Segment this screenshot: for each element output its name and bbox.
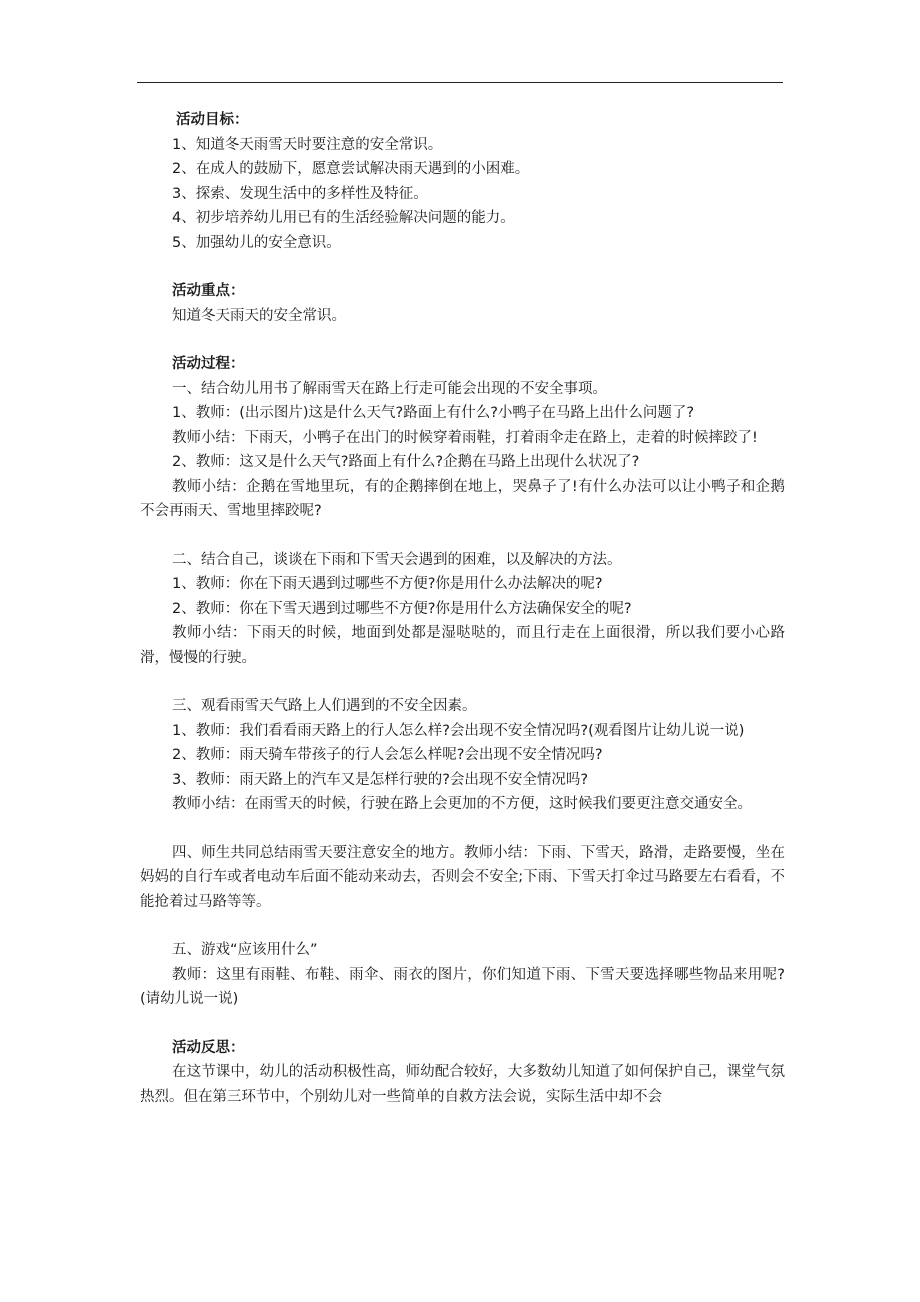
goal-item: 3、探索、发现生活中的多样性及特征。 xyxy=(172,185,428,202)
section-line: 1、教师：(出示图片)这是什么天气?路面上有什么?小鸭子在马路上出什么问题了? xyxy=(172,405,695,421)
section-title: 一、结合幼儿用书了解雨雪天在路上行走可能会出现的不安全事项。 xyxy=(172,380,607,397)
goal-item: 4、初步培养幼儿用已有的生活经验解决问题的能力。 xyxy=(172,210,515,226)
section-title: 五、游戏“应该用什么” xyxy=(172,942,318,958)
section-title: 四、师生共同总结雨雪天要注意安全的地方。教师小结：下雨、下雪天，路滑，走路要慢，坐在妈妈的自行车或者电动车后面不能动来动去，否则会不安全;下雨、下雪天打伞过马路要左右看看，不能抢着过马路等等。 xyxy=(140,844,785,910)
top-rule xyxy=(137,82,783,83)
reflection-text: 在这节课中，幼儿的活动积极性高，师幼配合较好，大多数幼儿知道了如何保护自己，课堂气氛热烈。但在第三环节中，个别幼儿对一些简单的自救方法会说，实际生活中却不会 xyxy=(140,1064,785,1105)
section-line: 教师：这里有雨鞋、布鞋、雨伞、雨衣的图片，你们知道下雨、下雪天要选择哪些物品来用呢?(请幼儿说一说) xyxy=(140,966,785,1007)
spacer xyxy=(140,328,785,352)
document-body xyxy=(140,108,785,1109)
section-line: 教师小结：企鹅在雪地里玩，有的企鹅摔倒在地上，哭鼻子了!有什么办法可以让小鸭子和企鹅不会再雨天、雪地里摔跤呢? xyxy=(140,478,785,519)
focus-text: 知道冬天雨天的安全常识。 xyxy=(172,307,346,324)
section-line: 教师小结：下雨天的时候，地面到处都是湿哒哒的，而且行走在上面很滑，所以我们要小心路滑，慢慢的行驶。 xyxy=(140,625,785,666)
focus-heading: 活动重点： xyxy=(172,283,245,299)
process-heading: 活动过程： xyxy=(172,356,245,372)
section-line: 教师小结：下雨天，小鸭子在出门的时候穿着雨鞋，打着雨伞走在路上，走着的时候摔跤了! xyxy=(172,429,758,446)
section-line: 3、教师：雨天路上的汽车又是怎样行驶的?会出现不安全情况吗? xyxy=(172,771,589,788)
goal-item: 1、知道冬天雨雪天时要注意的安全常识。 xyxy=(172,136,443,153)
section-line: 2、教师：你在下雪天遇到过哪些不方便?你是用什么方法确保安全的呢? xyxy=(172,600,632,617)
section-line: 1、教师：你在下雨天遇到过哪些不方便?你是用什么办法解决的呢? xyxy=(172,576,603,592)
reflection-heading: 活动反思： xyxy=(172,1039,245,1056)
section-title: 二、结合自己，谈谈在下雨和下雪天会遇到的困难，以及解决的方法。 xyxy=(172,551,622,568)
spacer xyxy=(140,524,785,548)
section-line: 1、教师：我们看看雨天路上的行人怎么样?会出现不安全情况吗?(观看图片让幼儿说一说) xyxy=(172,722,745,739)
spacer xyxy=(140,670,785,694)
spacer xyxy=(140,914,785,938)
section-line: 2、教师：雨天骑车带孩子的行人会怎么样呢?会出现不安全情况吗? xyxy=(172,747,603,763)
goal-item: 5、加强幼儿的安全意识。 xyxy=(172,234,341,251)
section-line: 2、教师：这又是什么天气?路面上有什么?企鹅在马路上出现什么状况了? xyxy=(172,454,640,470)
spacer xyxy=(140,1012,785,1036)
goal-item: 2、在成人的鼓励下，愿意尝试解决雨天遇到的小困难。 xyxy=(172,161,530,177)
section-line: 教师小结：在雨雪天的时候，行驶在路上会更加的不方便，这时候我们要更注意交通安全。 xyxy=(172,796,752,812)
spacer xyxy=(140,817,785,841)
section-title: 三、观看雨雪天气路上人们遇到的不安全因素。 xyxy=(172,698,477,714)
spacer xyxy=(140,255,785,279)
goals-heading: 活动目标： xyxy=(176,112,249,128)
